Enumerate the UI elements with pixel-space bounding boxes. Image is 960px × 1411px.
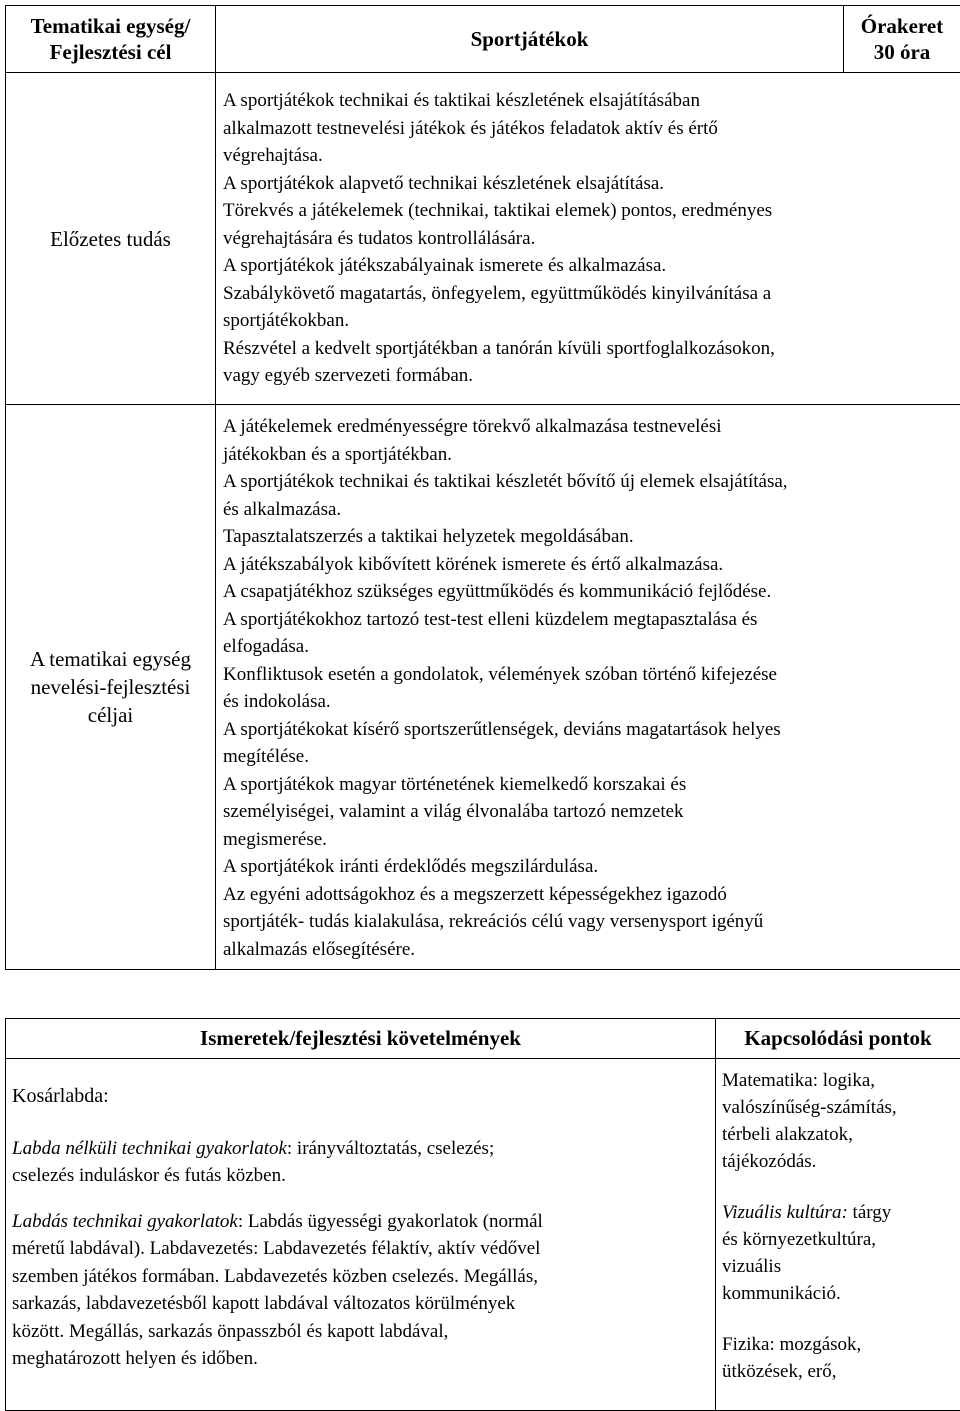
text-line: Törekvés a játékelemek (technikai, taktikai elemek) pontos, eredményes: [223, 200, 773, 221]
text-line: tájékozódás.: [722, 1151, 817, 1172]
spacer: [12, 1190, 709, 1208]
text-line: A játékelemek eredményességre törekvő alkalmazása testnevelési: [223, 416, 722, 437]
text-line: A sportjátékok játékszabályainak ismerete és alkalmazása.: [223, 255, 667, 276]
topic-header-row: [6, 6, 960, 73]
text-line: játékokban és a sportjátékban.: [223, 443, 452, 465]
paragraph-without-ball: [12, 1135, 709, 1190]
text-line: A sportjátékok alapvető technikai készletének elsajátítása.: [223, 172, 665, 194]
goals-label-line1: A tematikai egység: [30, 647, 191, 671]
text-line: valószínűség-számítás,: [722, 1097, 897, 1118]
topic-title: Sportjátékok: [470, 26, 589, 51]
term-visual-culture: Vizuális kultúra:: [722, 1202, 848, 1223]
text-line: megismerése.: [223, 828, 327, 850]
text-line: A sportjátékok technikai és taktikai készletét bővítő új elemek elsajátítása,: [223, 471, 788, 492]
term-with-ball: Labdás technikai gyakorlatok: [12, 1210, 238, 1232]
text-line: között. Megállás, sarkazás önpasszból és kapott labdával,: [12, 1320, 449, 1342]
text-without-ball-2: cselezés induláskor és futás közben.: [12, 1165, 286, 1186]
prior-knowledge-label-cell: [6, 73, 216, 405]
text-line: térbeli alakzatok,: [722, 1124, 853, 1145]
text-line: A sportjátékok technikai és taktikai készletének elsajátításában: [223, 90, 700, 111]
text-line: alkalmazott testnevelési játékok és játékos feladatok aktív és értő: [223, 117, 718, 139]
requirements-table: [5, 1018, 960, 1411]
text-line: A játékszabályok kibővített körének ismerete és értő alkalmazása.: [223, 553, 724, 575]
text-line: A sportjátékokhoz tartozó test-test elleni küzdelem megtapasztalása és: [223, 608, 758, 630]
goals-row: [6, 405, 960, 970]
prior-knowledge-row: [6, 73, 960, 405]
hours-value: 30 óra: [873, 40, 931, 64]
link-visual-culture: [722, 1199, 954, 1307]
text-line: meghatározott helyen és időben.: [12, 1348, 258, 1369]
text-line: sarkazás, labdavezetésből kapott labdával változatos körülmények: [12, 1293, 516, 1314]
text-line: A csapatjátékhoz szükséges együttműködés és kommunikáció fejlődése.: [223, 581, 772, 602]
goals-text: [216, 405, 960, 970]
text-line: A sportjátékokat kísérő sportszerűtlenségek, deviáns magatartások helyes: [223, 718, 781, 740]
text-line: és környezetkultúra,: [722, 1229, 877, 1250]
text-line: kommunikáció.: [722, 1283, 841, 1304]
spacer: [722, 1307, 954, 1331]
text-line: végrehajtása.: [223, 145, 323, 166]
link-mathematics: [722, 1067, 954, 1175]
requirements-header: Ismeretek/fejlesztési követelmények: [200, 1026, 521, 1050]
spacer: [722, 1175, 954, 1199]
topic-header-line2: Fejlesztési cél: [49, 40, 172, 64]
requirements-content: [6, 1059, 716, 1411]
prior-knowledge-label: Előzetes tudás: [50, 226, 171, 251]
topic-title-cell: [216, 6, 844, 73]
text-without-ball-1: : irányváltoztatás, cselezés;: [286, 1137, 495, 1159]
goals-label-line3: céljai: [87, 703, 134, 727]
text-line: Konfliktusok esetén a gondolatok, vélemények szóban történő kifejezése: [223, 663, 777, 685]
text-line: sportjátékokban.: [223, 310, 350, 331]
text-line: és indokolása.: [223, 691, 331, 712]
text-line: méretű labdával). Labdavezetés: Labdavezetés félaktív, aktív védővel: [12, 1238, 541, 1259]
term-without-ball: Labda nélküli technikai gyakorlatok: [12, 1137, 287, 1159]
link-physics: [722, 1331, 954, 1385]
text-line: Részvétel a kedvelt sportjátékban a tanórán kívüli sportfoglalkozásokon,: [223, 337, 775, 359]
requirements-body-row: [6, 1059, 960, 1411]
hours-label: Órakeret: [860, 14, 944, 38]
topic-table: [5, 5, 960, 970]
topic-header-line1: Tematikai egység/: [30, 14, 191, 38]
section-title-basketball: Kosárlabda:: [12, 1085, 109, 1107]
text-line: szemben játékos formában. Labdavezetés közben cselezés. Megállás,: [12, 1265, 538, 1287]
text-line: személyiségei, valamint a világ élvonalába tartozó nemzetek: [223, 801, 684, 822]
text-line: Az egyéni adottságokhoz és a megszerzett képességekhez igazodó: [223, 883, 727, 905]
text-line: tárgy: [847, 1202, 892, 1223]
requirements-header-cell: [6, 1019, 716, 1059]
text-line: megítélése.: [223, 746, 309, 767]
text-line: Fizika: mozgások,: [722, 1334, 862, 1355]
text-line: alkalmazás elősegítésére.: [223, 938, 416, 960]
prior-knowledge-text: [216, 73, 960, 405]
text-line: vagy egyéb szervezeti formában.: [223, 365, 474, 386]
text-line: ütközések, erő,: [722, 1361, 837, 1382]
text-line: végrehajtására és tudatos kontrollálására.: [223, 227, 536, 249]
text-line: Tapasztalatszerzés a taktikai helyzetek megoldásában.: [223, 526, 634, 547]
links-header: Kapcsolódási pontok: [744, 1026, 932, 1050]
text-line: Matematika: logika,: [722, 1070, 876, 1091]
text-with-ball-1: : Labdás ügyességi gyakorlatok (normál: [237, 1210, 543, 1232]
text-line: A sportjátékok magyar történetének kiemelkedő korszakai és: [223, 773, 687, 795]
text-line: sportjáték- tudás kialakulása, rekreációs célú vagy versenysport igényű: [223, 911, 764, 932]
text-line: elfogadása.: [223, 636, 309, 657]
text-line: Szabálykövető magatartás, önfegyelem, együttműködés kinyilvánítása a: [223, 282, 772, 304]
text-line: A sportjátékok iránti érdeklődés megszilárdulása.: [223, 856, 599, 877]
text-line: és alkalmazása.: [223, 498, 342, 520]
topic-header-cell: [6, 6, 216, 73]
text-line: vizuális: [722, 1256, 782, 1277]
links-header-cell: [716, 1019, 960, 1059]
requirements-header-row: [6, 1019, 960, 1059]
goals-label-cell: [6, 405, 216, 970]
goals-label-line2: nevelési-fejlesztési: [30, 675, 191, 699]
hours-cell: [844, 6, 960, 73]
paragraph-with-ball: [12, 1208, 709, 1373]
links-content: [716, 1059, 960, 1411]
